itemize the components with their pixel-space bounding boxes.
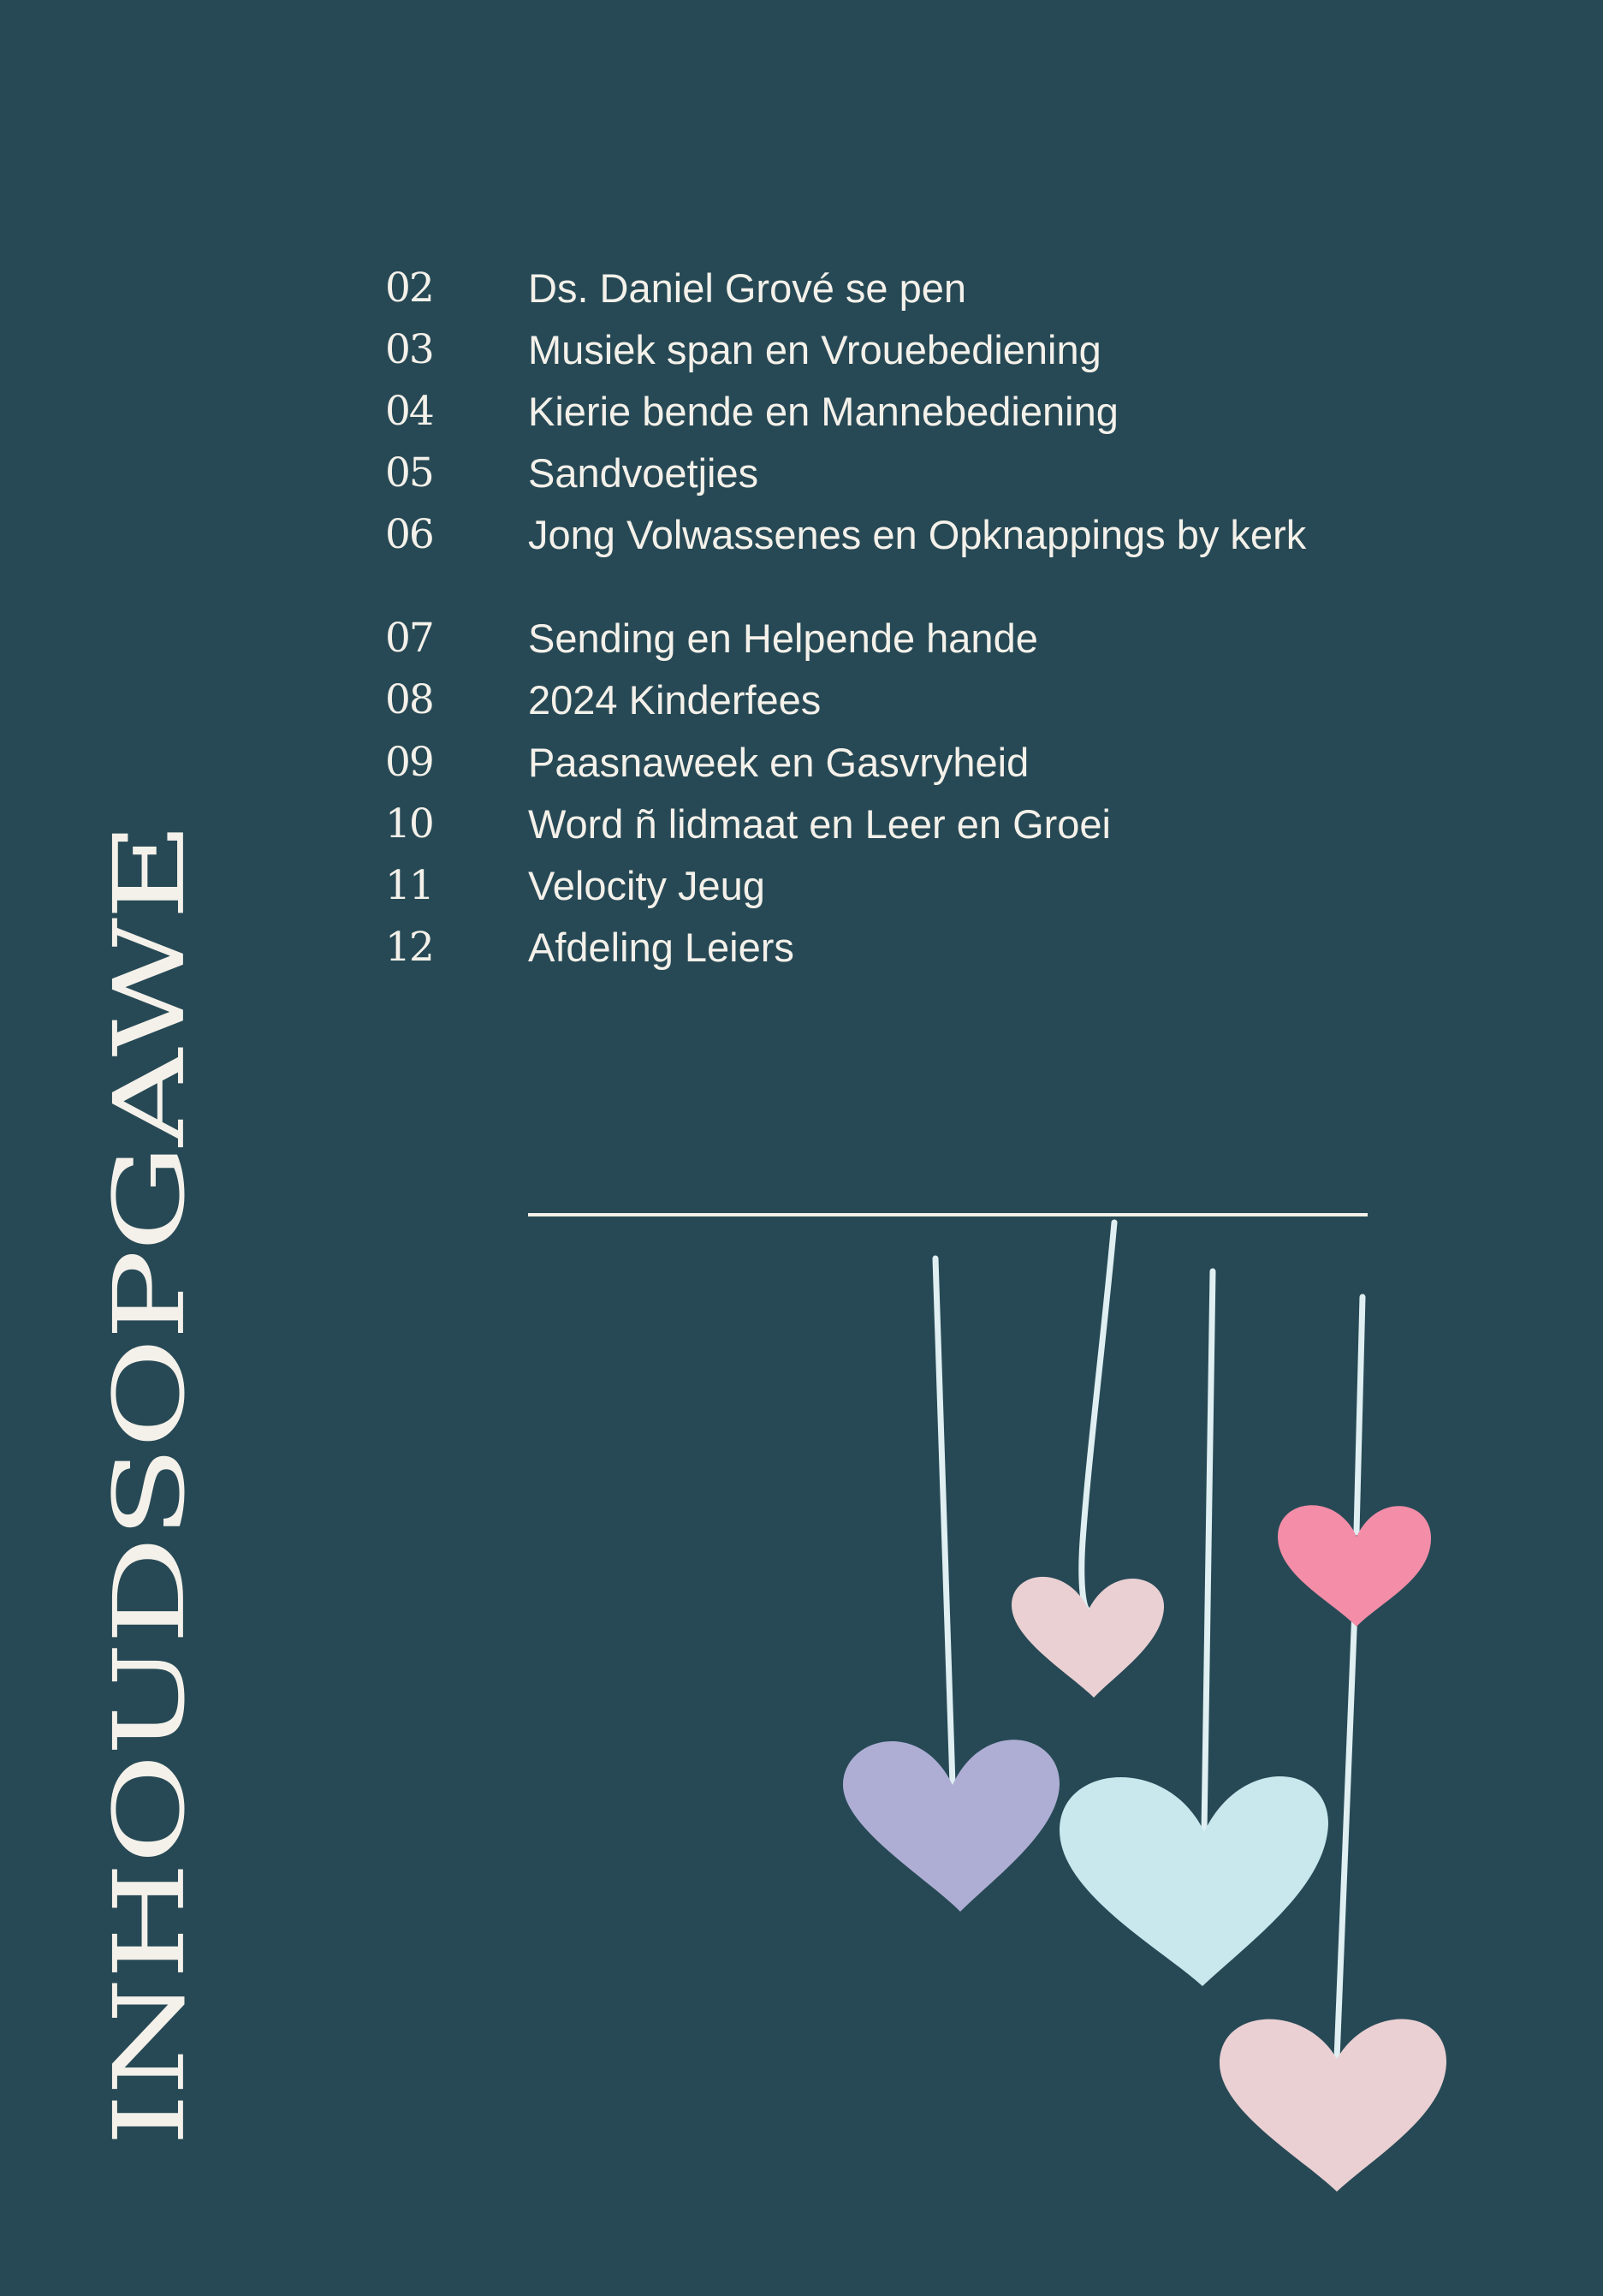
toc-entry-title: 2024 Kinderfees [528, 677, 822, 723]
toc-page-number: 09 [385, 739, 433, 786]
heart-string [935, 1258, 953, 1785]
heart-string [1337, 1567, 1357, 2059]
toc-entry-title: Sandvoetjies [528, 450, 759, 496]
toc-entry-title: Musiek span en Vrouebediening [528, 327, 1101, 372]
toc-entry-title: Afdeling Leiers [528, 925, 794, 970]
heart-string [1204, 1271, 1213, 1832]
toc-page-number: 07 [385, 615, 433, 662]
pale-pink-heart-icon [1220, 2019, 1446, 2192]
toc-entry-title: Velocity Jeug [528, 863, 765, 908]
toc-page-number: 03 [385, 326, 433, 373]
pale-pink-heart-icon [1012, 1577, 1164, 1698]
toc-page-number: 04 [385, 388, 433, 435]
heart-string [1357, 1297, 1363, 1532]
toc-page-number: 06 [385, 511, 433, 558]
toc-entry-title: Word ñ lidmaat en Leer en Groei [528, 801, 1111, 847]
toc-page-number: 10 [385, 800, 433, 848]
toc-entry-title: Sending en Helpende hande [528, 616, 1038, 661]
page-title-text: INHOUDSOPGAWE [92, 824, 207, 2147]
toc-page-number: 05 [385, 449, 433, 497]
toc-entry-title: Paasnaweek en Gasvryheid [528, 740, 1030, 785]
toc-entry-title: Jong Volwassenes en Opknappings by kerk [528, 512, 1307, 557]
toc-page-number: 08 [385, 676, 433, 723]
heart-string [1082, 1222, 1114, 1609]
toc-entry-title: Kierie bende en Mannebediening [528, 389, 1119, 434]
toc-page-number: 02 [385, 265, 433, 312]
light-blue-heart-icon [1060, 1776, 1328, 1986]
toc-page-number: 12 [385, 924, 433, 971]
toc-page-number: 11 [385, 862, 433, 909]
toc-entry-title: Ds. Daniel Grové se pen [528, 265, 967, 311]
